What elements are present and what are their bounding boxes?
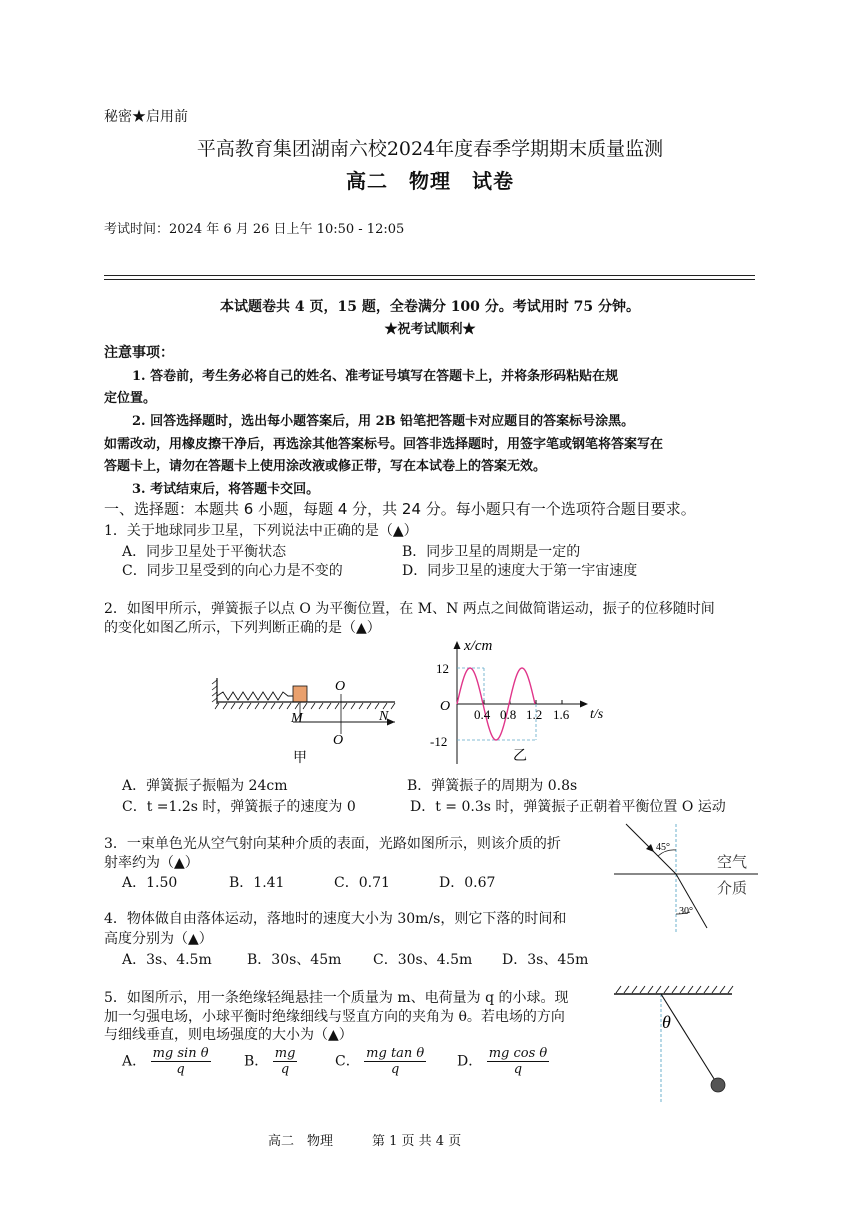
good-luck: ★祝考试顺利★ [384,322,476,337]
label-o-top: O [335,679,346,694]
q3-stem-2: 射率约为（▲） [104,855,199,871]
q2-figure-yi [420,636,615,772]
theta-label: θ [662,1012,671,1032]
q1-option-d: D．同步卫星的速度大于第一宇宙速度 [402,563,638,579]
label-medium: 介质 [717,881,748,897]
label-o-bottom: O [333,733,344,748]
q5-option-b: B． $\frac{mg}{q}$ [244,1046,296,1077]
q2-stem-2: 的变化如图乙所示，下列判断正确的是（▲） [104,620,381,636]
notice-2c: 答题卡上，请勿在答题卡上使用涂改液或修正带，写在本试卷上的答案无效。 [104,459,547,474]
q5-d-fraction: $\frac{\text{mg cos θ}}{q}$ [488,1046,548,1077]
notice-title: 注意事项： [104,345,174,361]
q2-option-a: A．弹簧振子振幅为 24cm [122,778,288,794]
y-tick-neg: -12 [430,734,448,749]
exam-title: 平高教育集团湖南六校2024年度春季学期期末质量监测 [196,138,664,160]
q3-option-a: A．1.50 [122,875,178,891]
notice-3: 3. 考试结束后，将答题卡交回。 [132,482,320,497]
exam-summary: 本试题卷共 4 页，15 题，全卷满分 100 分。考试用时 75 分钟。 [219,299,641,315]
divider-top [104,275,755,276]
x-tick-04: 0.4 [474,707,491,722]
q1-stem: 1．关于地球同步卫星，下列说法中正确的是（▲） [104,523,418,539]
q4-option-b: B．30s、45m [247,952,342,968]
q2-option-d: D．t = 0.3s 时，弹簧振子正朝着平衡位置 O 运动 [410,799,726,815]
q4-option-c: C．30s、4.5m [373,952,473,968]
q5-c-fraction: $\frac{\text{mg tan θ}}{q}$ [366,1046,425,1077]
q2-option-b: B．弹簧振子的周期为 0.8s [407,778,578,794]
ball-icon [711,1078,725,1092]
q5-option-d: D． $\frac{\text{mg cos θ}}{q}$ [457,1046,548,1077]
q5-option-c: C． $\frac{\text{mg tan θ}}{q}$ [335,1046,425,1077]
section-heading: 一、选择题：本题共 6 小题，每题 4 分，共 24 分。每小题只有一个选项符合题目要求。 [104,500,696,518]
page-footer: 高二 物理 第 1 页 共 4 页 [268,1134,462,1149]
notice-1a: 1. 答卷前，考生务必将自己的姓名、准考证号填写在答题卡上，并将条形码粘贴在规 [132,369,619,384]
notice-1b: 定位置。 [104,391,157,406]
x-tick-08: 0.8 [500,707,517,722]
q1-option-b: B．同步卫星的周期是一定的 [402,544,581,560]
q3-option-b: B．1.41 [229,875,285,891]
q5-pendulum-figure [612,982,737,1104]
q3-refraction-figure [610,822,760,938]
label-air: 空气 [717,855,748,871]
q3-option-c: C．0.71 [334,875,390,891]
angle-45: 45° [656,842,670,853]
q5-stem-1: 5．如图所示，用一条绝缘轻绳悬挂一个质量为 m、电荷量为 q 的小球。现 [104,990,569,1006]
y-tick-pos: 12 [436,661,449,676]
q5-stem-3: 与细线垂直，则电场强度的大小为（▲） [104,1027,353,1043]
q5-option-a: A． $\frac{\text{mg sin θ}}{q}$ [122,1046,209,1077]
divider-bottom [104,279,755,280]
notice-2a: 2. 回答选择题时，选出每小题答案后，用 2B 铅笔把答题卡对应题目的答案标号涂黑。 [132,414,635,429]
q5-stem-2: 加一匀强电场，小球平衡时绝缘细线与竖直方向的夹角为 θ。若电场的方向 [104,1009,565,1025]
angle-30: 30° [679,906,693,917]
exam-subtitle: 高二 物理 试卷 [346,169,514,193]
caption-yi: 乙 [513,749,527,764]
q4-option-d: D．3s、45m [502,952,589,968]
q1-option-a: A．同步卫星处于平衡状态 [122,544,287,560]
q3-stem-1: 3．一束单色光从空气射向某种介质的表面，光路如图所示，则该介质的折 [104,836,561,852]
q4-option-a: A．3s、4.5m [122,952,212,968]
q1-option-c: C．同步卫星受到的向心力是不变的 [122,563,343,579]
q5-b-fraction: $\frac{mg}{q}$ [274,1046,296,1077]
q4-stem-2: 高度分别为（▲） [104,931,213,947]
q5-a-fraction: $\frac{\text{mg sin θ}}{q}$ [152,1046,209,1077]
x-axis-label: t/s [590,707,604,722]
origin-label: O [440,699,451,714]
label-m: M [291,711,303,726]
q2-stem-1: 2．如图甲所示，弹簧振子以点 O 为平衡位置，在 M、N 两点之间做简谐运动，振子的位移随时间 [104,601,715,617]
exam-time: 考试时间：2024 年 6 月 26 日上午 10:50 - 12:05 [104,222,405,237]
caption-jia: 甲 [293,751,307,766]
x-tick-12: 1.2 [526,707,543,722]
y-axis-label: x/cm [464,638,493,654]
secret-label: 秘密★启用前 [104,109,188,125]
q2-option-c: C．t =1.2s 时，弹簧振子的速度为 0 [122,799,356,815]
notice-2b: 如需改动，用橡皮擦干净后，再选涂其他答案标号。回答非选择题时，用签字笔或钢笔将答案写在 [104,437,664,452]
label-n: N [379,709,389,724]
x-tick-16: 1.6 [553,707,570,722]
q4-stem-1: 4．物体做自由落体运动，落地时的速度大小为 30m/s，则它下落的时间和 [104,911,567,927]
q3-option-d: D．0.67 [439,875,496,891]
q2-figure-jia [205,670,410,770]
